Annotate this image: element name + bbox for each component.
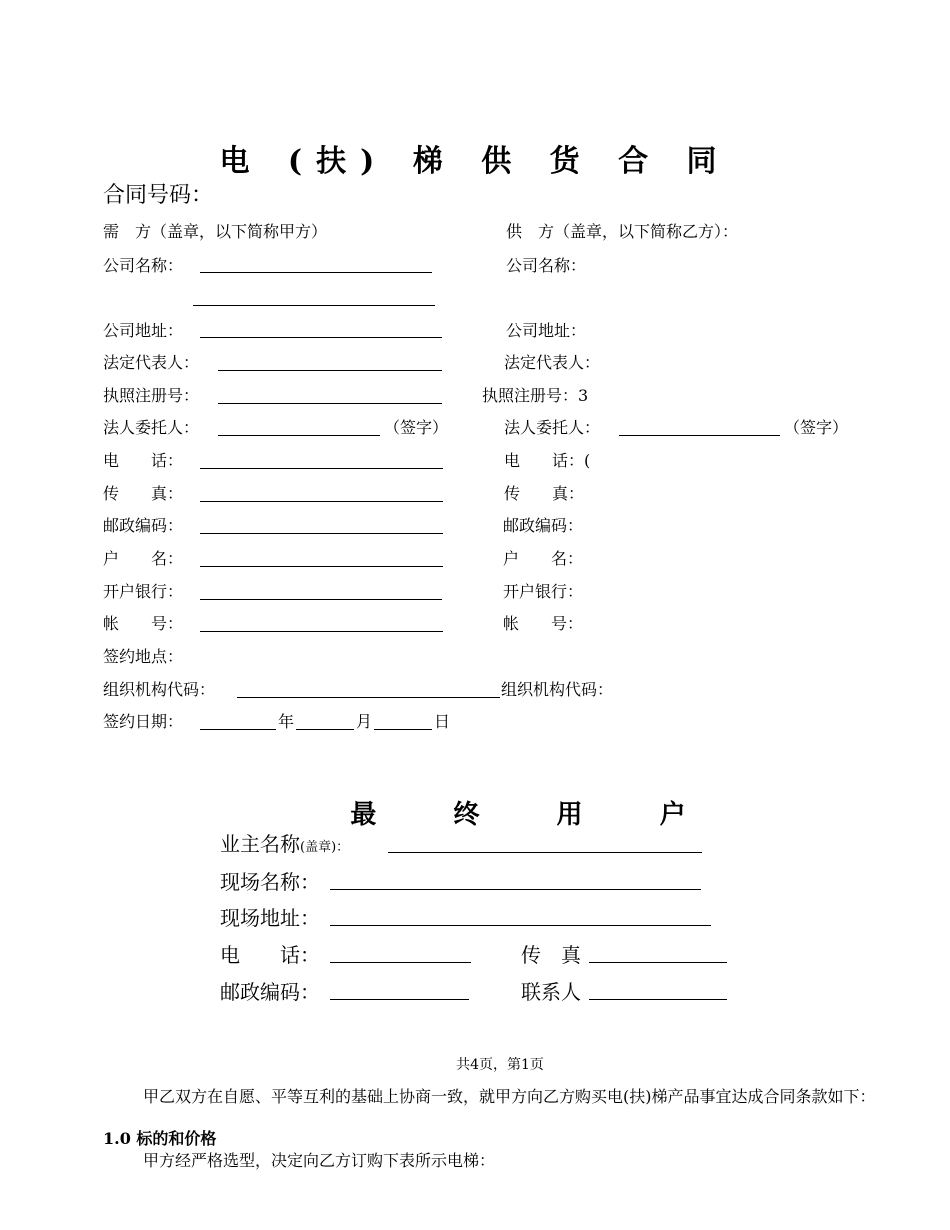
buyer-account-no-label: 帐 号： xyxy=(103,614,184,633)
seller-header: 供 方（盖章，以下简称乙方）： xyxy=(506,222,739,241)
buyer-fax-field[interactable] xyxy=(200,501,443,502)
contract-number-label: 合同号码： xyxy=(103,183,214,208)
final-postcode-label: 邮政编码： xyxy=(220,980,320,1004)
sign-date-month-field[interactable] xyxy=(296,729,354,730)
buyer-legal-rep-field[interactable] xyxy=(218,370,442,371)
sign-date-year-unit: 年 xyxy=(278,712,295,731)
seller-license-label: 执照注册号：3 xyxy=(482,386,589,405)
buyer-fax-label: 传 真： xyxy=(103,484,184,503)
seller-org-code-label: 组织机构代码： xyxy=(501,680,614,699)
document-title: 电 (扶) 梯 供 货 合 同 xyxy=(219,144,731,179)
sign-date-day-unit: 日 xyxy=(434,712,451,731)
buyer-bank-field[interactable] xyxy=(200,599,442,600)
buyer-agent-label: 法人委托人： xyxy=(103,418,200,437)
sign-date-day-field[interactable] xyxy=(374,729,432,730)
buyer-company-address-label: 公司地址： xyxy=(103,321,184,340)
buyer-legal-rep-label: 法定代表人： xyxy=(103,353,200,372)
buyer-phone-label: 电 话： xyxy=(103,451,184,470)
site-name-field[interactable] xyxy=(330,889,701,890)
buyer-license-field[interactable] xyxy=(218,403,442,404)
final-phone-label: 电 话： xyxy=(220,943,320,967)
buyer-account-name-label: 户 名： xyxy=(103,549,184,568)
seller-sign-note: （签字） xyxy=(784,418,849,437)
seller-fax-label: 传 真： xyxy=(504,484,585,503)
seller-account-name-label: 户 名： xyxy=(503,549,584,568)
buyer-company-name-label: 公司名称： xyxy=(103,256,184,275)
final-phone-field[interactable] xyxy=(330,962,471,963)
buyer-postcode-label: 邮政编码： xyxy=(103,516,184,535)
buyer-account-name-field[interactable] xyxy=(200,566,443,567)
buyer-bank-label: 开户银行： xyxy=(103,582,184,601)
site-address-label: 现场地址： xyxy=(220,906,320,930)
section-title: 1.0 标的和价格 xyxy=(103,1129,217,1148)
sign-date-year-field[interactable] xyxy=(200,729,276,730)
seller-legal-rep-label: 法定代表人： xyxy=(504,353,601,372)
site-address-field[interactable] xyxy=(330,925,711,926)
final-fax-field[interactable] xyxy=(589,962,727,963)
owner-name-text: 业主名称 xyxy=(220,832,300,856)
buyer-postcode-field[interactable] xyxy=(200,533,443,534)
buyer-header: 需 方（盖章，以下简称甲方） xyxy=(103,222,328,241)
seller-postcode-label: 邮政编码： xyxy=(503,516,584,535)
seller-account-no-label: 帐 号： xyxy=(503,614,584,633)
buyer-company-name-field[interactable] xyxy=(200,272,432,273)
owner-name-note: (盖章)： xyxy=(300,840,350,855)
site-name-label: 现场名称： xyxy=(220,870,320,894)
final-postcode-field[interactable] xyxy=(330,999,469,1000)
section-text: 甲方经严格选型，决定向乙方订购下表所示电梯： xyxy=(143,1151,496,1170)
sign-date-label: 签约日期： xyxy=(103,712,184,731)
buyer-company-address-field[interactable] xyxy=(200,337,442,338)
buyer-org-code-label: 组织机构代码： xyxy=(103,680,216,699)
buyer-org-code-field[interactable] xyxy=(237,697,500,698)
seller-agent-label: 法人委托人： xyxy=(504,418,601,437)
seller-phone-label: 电 话：( xyxy=(504,451,591,470)
final-contact-field[interactable] xyxy=(589,999,727,1000)
owner-name-label xyxy=(220,832,349,856)
seller-company-name-label: 公司名称： xyxy=(506,256,587,275)
owner-name-field[interactable] xyxy=(388,852,702,853)
buyer-phone-field[interactable] xyxy=(200,468,443,469)
page-info: 共4页，第1页 xyxy=(456,1057,544,1073)
final-fax-label: 传 真 xyxy=(521,943,581,967)
buyer-sign-note: （签字） xyxy=(384,418,449,437)
buyer-license-label: 执照注册号： xyxy=(103,386,200,405)
seller-bank-label: 开户银行： xyxy=(503,582,584,601)
final-user-title: 最 终 用 户 xyxy=(350,800,720,830)
intro-paragraph: 甲乙双方在自愿、平等互利的基础上协商一致，就甲方向乙方购买电(扶)梯产品事宜达成合同条款如下： xyxy=(143,1087,876,1106)
buyer-agent-field[interactable] xyxy=(218,435,380,436)
buyer-company-name-field-line2[interactable] xyxy=(193,305,435,306)
sign-date-month-unit: 月 xyxy=(356,712,373,731)
seller-agent-field[interactable] xyxy=(619,435,780,436)
buyer-account-no-field[interactable] xyxy=(200,631,443,632)
sign-place-label: 签约地点： xyxy=(103,647,184,666)
seller-company-address-label: 公司地址： xyxy=(506,321,587,340)
final-contact-label: 联系人 xyxy=(521,980,581,1004)
